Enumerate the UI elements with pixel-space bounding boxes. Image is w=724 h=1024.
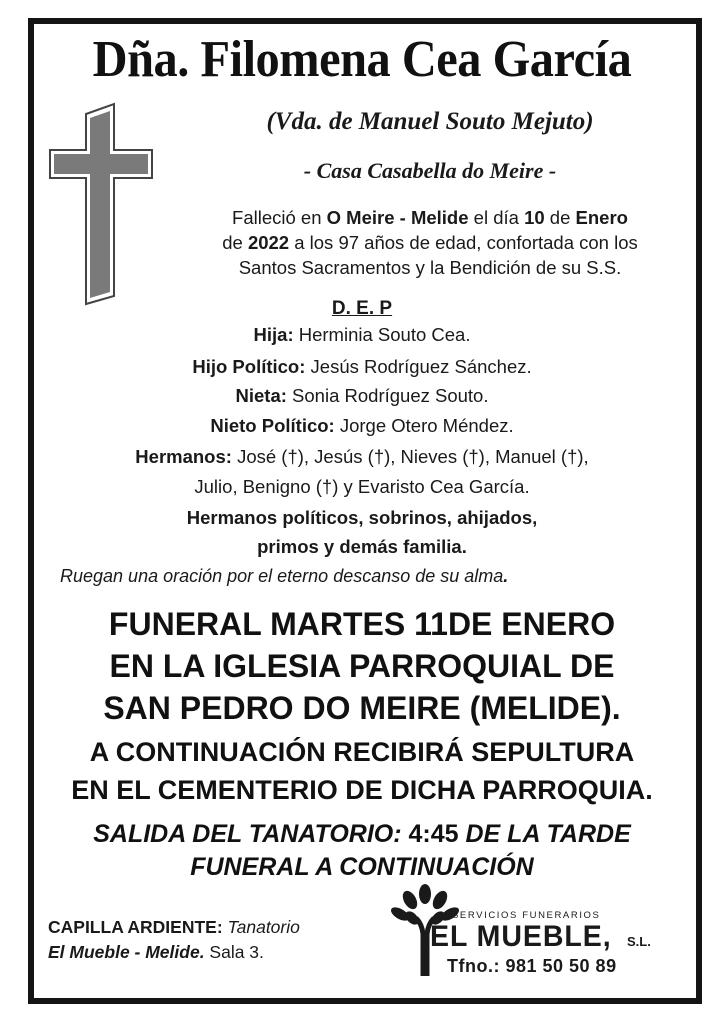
logo-brand: EL MUEBLE, [430,920,612,953]
departure-info: SALIDA DEL TANATORIO: 4:45 DE LA TARDE FUNERAL A CONTINUACIÓN [93,820,631,881]
family-line-siblings: Hermanos: José (†), Jesús (†), Nieves (†), Manuel (†), [135,446,589,467]
family-line-daughter: Hija: Herminia Souto Cea. [253,324,471,345]
logo-suffix: S.L. [627,934,651,949]
funeral-announcement: FUNERAL MARTES 11DE ENERO EN LA IGLESIA PARROQUIAL DE SAN PEDRO DO MEIRE (MELIDE). [103,606,621,726]
phone-number: Tfno.: 981 50 50 89 [447,956,617,976]
death-announcement: Falleció en O Meire - Melide el día 10 de Enero de 2022 a los 97 años de edad, confortada con los Santos Sacramentos y la Bendición de su S.S. [222,207,638,278]
prayer-request: Ruegan una oración por el eterno descanso de su alma. [60,566,509,586]
family-line-grandson-in-law: Nieto Político: Jorge Otero Méndez. [210,415,514,436]
cross-icon [48,102,156,311]
deceased-name: Dña. Filomena Cea García [92,31,632,88]
dep-heading: D. E. P [331,298,393,319]
family-others-line-1: Hermanos políticos, sobrinos, ahijados, [186,507,538,528]
family-line-granddaughter: Nieta: Sonia Rodríguez Souto. [235,385,489,406]
chapel-info: CAPILLA ARDIENTE: Tanatorio El Mueble - Melide. Sala 3. [48,917,300,962]
house-name: - Casa Casabella do Meire - [303,158,557,183]
widow-of: (Vda. de Manuel Souto Mejuto) [266,108,594,135]
family-line-son-in-law: Hijo Político: Jesús Rodríguez Sánchez. [192,356,532,377]
family-line-siblings-cont: Julio, Benigno (†) y Evaristo Cea García. [194,476,530,497]
burial-announcement: A CONTINUACIÓN RECIBIRÁ SEPULTURA EN EL CEMENTERIO DE DICHA PARROQUIA. [71,737,653,805]
family-others-line-2: primos y demás familia. [257,536,467,557]
logo-tagline: SERVICIOS FUNERARIOS [452,910,601,921]
